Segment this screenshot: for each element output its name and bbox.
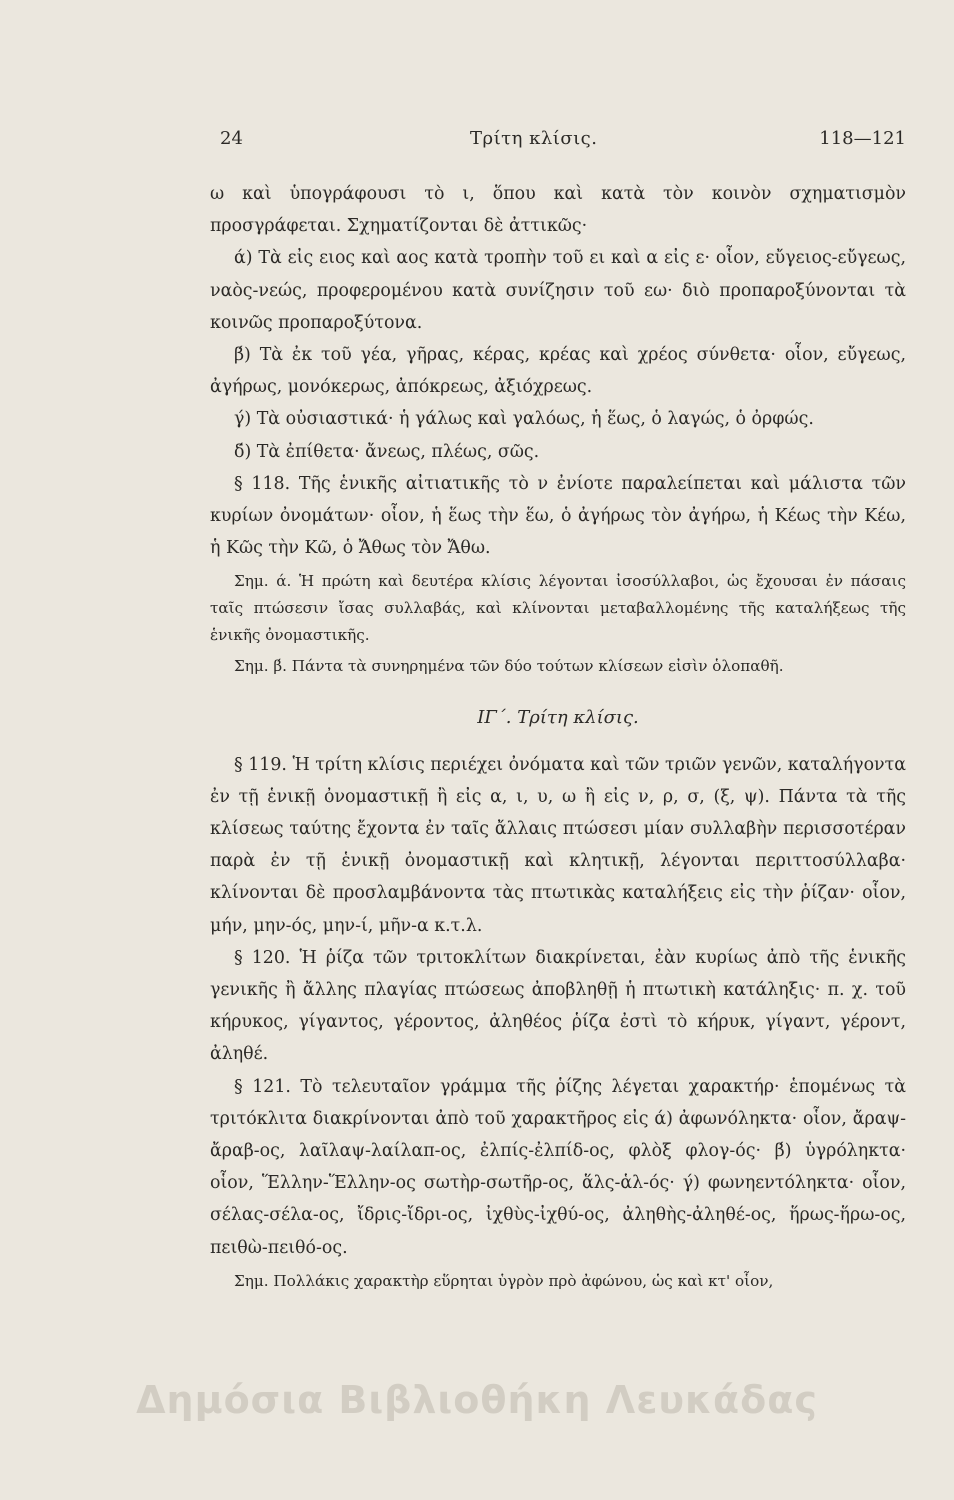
paragraph-section-119: § 119. Ἡ τρίτη κλίσις περιέχει ὀνόματα καὶ τῶν τριῶν γενῶν, καταλήγοντα ἐν τῇ ἑνικῇ ὀνομαστικῇ ἢ εἰς α, ι, υ, ω ἢ εἰς ν, ρ, σ, (ξ, ψ). Πάντα τὰ τῆς κλίσεως ταύτης ἔχοντα ἐν ταῖς ἄλλαις πτώσεσι μίαν συλλαβὴν περισσοτέραν παρὰ ἐν τῇ ἑνικῇ ὀνομαστικῇ καὶ κλητικῇ, λέγονται περιττοσύλλαβα· κλίνονται δὲ προσλαμβάνοντα τὰς πτωτικὰς καταλήξεις εἰς τὴν ῥίζαν· οἷον, μήν, μην-ός, μην-ί, μῆν-α κ.τ.λ. [210, 754, 906, 936]
library-watermark: Δημόσια Βιβλιοθήκη Λευκάδας [136, 1378, 818, 1422]
paragraph-item-a: ά) Τὰ εἰς ειος καὶ αος κατὰ τροπὴν τοῦ ει καὶ α εἰς ε· οἷον, εὔγειος-εὔγεως, ναὸς-νεώς, προφερομένου κατὰ συνίζησιν τοῦ εω· διὸ προπαροξύνονται τὰ κοινῶς προπαροξύτονα. [210, 248, 906, 333]
paragraph-continuation: ω καὶ ὑπογράφουσι τὸ ι, ὅπου καὶ κατὰ τὸν κοινὸν σχηματισμὸν προσγράφεται. Σχηματίζονται δὲ ἀττικῶς· [210, 184, 906, 237]
paragraph-section-121: § 121. Τὸ τελευταῖον γράμμα τῆς ῥίζης λέγεται χαρακτήρ· ἑπομένως τὰ τριτόκλιτα διακρίνονται ἀπὸ τοῦ χαρακτῆρος εἰς ά) ἀφωνόληκτα· οἷον, ἄραψ-ἄραβ-ος, λαῖλαψ-λαίλαπ-ος, ἐλπίς-ἐλπίδ-ος, φλὸξ φλογ-ός· β́) ὑγρόληκτα· οἷον, Ἕλλην-Ἕλλην-ος σωτὴρ-σωτῆρ-ος, ἅλς-ἁλ-ός· γ́) φωνηεντόληκτα· οἷον, σέλας-σέλα-ος, ἴδρις-ἴδρι-ος, ἰχθὺς-ἰχθύ-ος, ἀληθὴς-ἀληθέ-ος, ἥρως-ἥρω-ος, πειθὼ-πειθό-ος. [210, 1076, 906, 1258]
paragraph-section-120: § 120. Ἡ ῥίζα τῶν τριτοκλίτων διακρίνεται, ἐὰν κυρίως ἀπὸ τῆς ἑνικῆς γενικῆς ἢ ἄλλης πλαγίας πτώσεως ἀποβληθῇ ἡ πτωτικὴ κατάληξις· π. χ. τοῦ κήρυκος, γίγαντος, γέροντος, ἀληθέος ῥίζα ἐστὶ τὸ κήρυκ, γίγαντ, γέροντ, ἀληθέ. [210, 947, 906, 1065]
paragraph-item-b: β́) Τὰ ἐκ τοῦ γέα, γῆρας, κέρας, κρέας καὶ χρέος σύνθετα· οἷον, εὔγεως, ἀγήρως, μονόκερως, ἀπόκρεως, ἀξιόχρεως. [210, 345, 906, 398]
note-a: Σημ. ά. Ἡ πρώτη καὶ δευτέρα κλίσις λέγονται ἰσοσύλλαβοι, ὡς ἔχουσαι ἐν πάσαις ταῖς πτώσεσιν ἴσας συλλαβάς, καὶ κλίνονται μεταβαλλομένης τῆς καταλήξεως τῆς ἑνικῆς ὀνομαστικῆς. [210, 572, 906, 645]
page-number: 24 [220, 128, 243, 149]
paragraph-item-d: δ́) Τὰ ἐπίθετα· ἄνεως, πλέως, σῶς. [234, 441, 540, 462]
page-header [208, 128, 906, 158]
page-body [210, 178, 906, 1295]
chapter-heading: ΙΓ΄. Τρίτη κλίσις. [477, 707, 639, 729]
paragraph-item-c: γ́) Τὰ οὐσιαστικά· ἡ γάλως καὶ γαλόως, ἡ ἕως, ὁ λαγώς, ὁ ὀρφώς. [234, 409, 814, 430]
section-range: 118—121 [819, 128, 906, 149]
note-final: Σημ. Πολλάκις χαρακτὴρ εὕρηται ὑγρὸν πρὸ ἀφώνου, ὡς καὶ κτ' οἷον, [234, 1271, 774, 1290]
note-b: Σημ. β́. Πάντα τὰ συνηρημένα τῶν δύο τούτων κλίσεων εἰσὶν ὁλοπαθῆ. [234, 657, 784, 676]
running-title: Τρίτη κλίσις. [470, 128, 598, 149]
paragraph-section-118: § 118. Τῆς ἑνικῆς αἰτιατικῆς τὸ ν ἐνίοτε παραλείπεται καὶ μάλιστα τῶν κυρίων ὀνομάτων· οἷον, ἡ ἕως τὴν ἕω, ὁ ἀγήρως τὸν ἀγήρω, ἡ Κέως τὴν Κέω, ἡ Κῶς τὴν Κῶ, ὁ Ἄθως τὸν Ἄθω. [210, 473, 906, 559]
